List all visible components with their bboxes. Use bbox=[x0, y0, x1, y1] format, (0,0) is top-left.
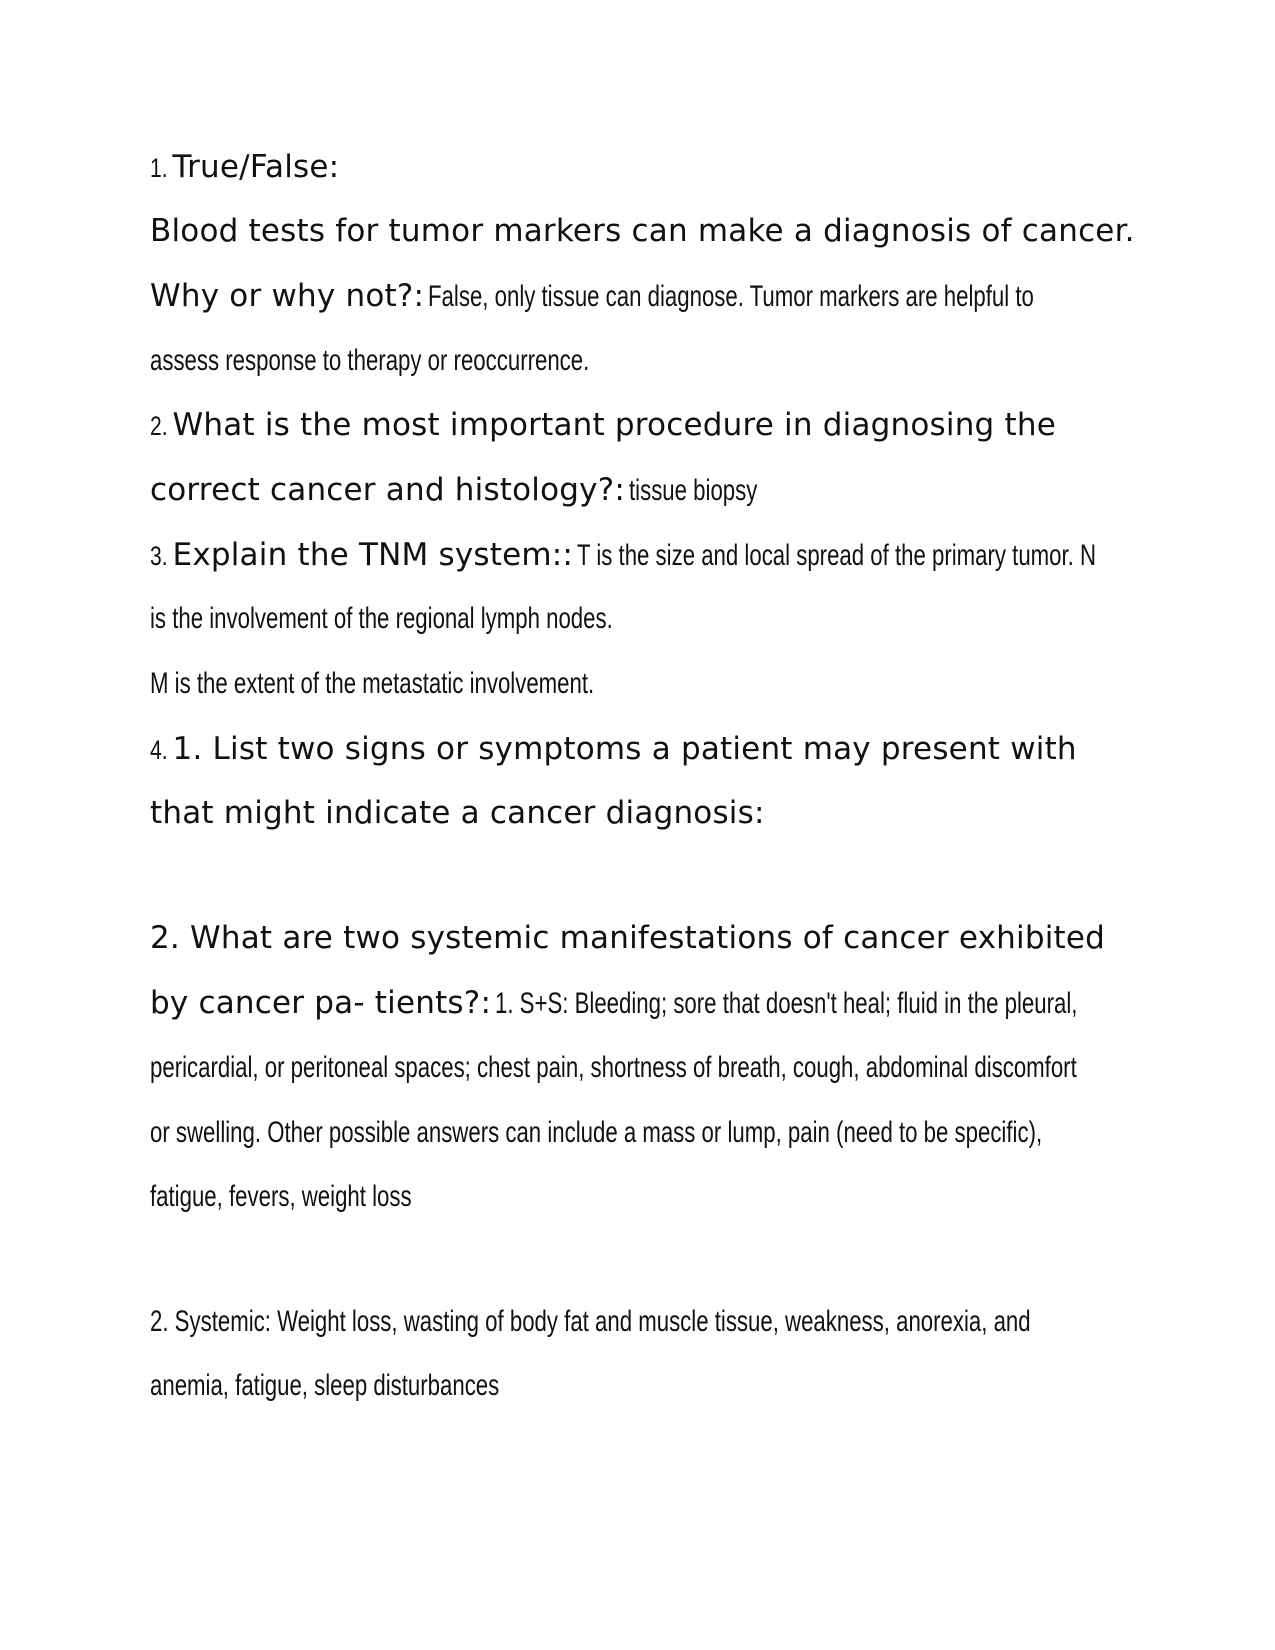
q4-sub1-part1: 1. List two signs or symptoms a patient may present with bbox=[172, 731, 1077, 767]
q4-sub2-line1 bbox=[150, 920, 1106, 956]
q4-sub1-line2 bbox=[150, 795, 765, 831]
q3-answer-part1: T is the size and local spread of the primary tumor. N bbox=[577, 539, 1097, 572]
q1-number: 1. bbox=[150, 153, 168, 183]
q2-question-part2: correct cancer and histology?: bbox=[150, 472, 626, 508]
q4-sub2-line2 bbox=[150, 985, 1275, 1021]
q1-prompt: Why or why not?: bbox=[150, 278, 425, 314]
q3-question-line bbox=[150, 537, 1275, 573]
q3-question: Explain the TNM system:: bbox=[172, 537, 574, 573]
q1-heading: True/False: bbox=[172, 149, 340, 185]
q4-answer1-part4: fatigue, fevers, weight loss bbox=[150, 1180, 412, 1213]
q4-answer2-line2 bbox=[150, 1371, 622, 1401]
q2-answer: tissue biopsy bbox=[629, 474, 758, 507]
q4-sub2-part1: 2. What are two systemic manifestations of cancer exhibited bbox=[150, 920, 1106, 956]
q4-sub1-line1 bbox=[150, 731, 1077, 767]
q1-statement-line bbox=[150, 213, 1135, 249]
q2-question-part1: What is the most important procedure in diagnosing the bbox=[172, 407, 1056, 443]
q1-prompt-line bbox=[150, 278, 1247, 314]
q3-answer-part2: is the involvement of the regional lymph nodes. bbox=[150, 602, 613, 635]
q3-answer-line3 bbox=[150, 669, 750, 699]
q4-answer2-line1 bbox=[150, 1307, 1275, 1337]
q4-answer2-part1: 2. Systemic: Weight loss, wasting of body fat and muscle tissue, weakness, anorexia, and bbox=[150, 1305, 1031, 1338]
q4-answer1-line4 bbox=[150, 1182, 504, 1212]
q4-answer2-part2: anemia, fatigue, sleep disturbances bbox=[150, 1369, 500, 1402]
q2-number: 2. bbox=[150, 411, 168, 441]
q4-number: 4. bbox=[150, 735, 168, 765]
q3-answer-line2 bbox=[150, 604, 775, 634]
q4-answer1-line2 bbox=[150, 1053, 1275, 1083]
q2-question-line1 bbox=[150, 407, 1056, 443]
q1-heading-line bbox=[150, 149, 340, 185]
q2-question-line2 bbox=[150, 472, 802, 508]
q4-answer1-part2: pericardial, or peritoneal spaces; chest pain, shortness of breath, cough, abdominal discomfort bbox=[150, 1051, 1077, 1084]
q4-sub2-part2: by cancer pa- tients?: bbox=[150, 985, 492, 1021]
q3-answer-part3: M is the extent of the metastatic involvement. bbox=[150, 667, 595, 700]
q1-answer-part2: assess response to therapy or reoccurrence. bbox=[150, 344, 590, 377]
q4-answer1-line3 bbox=[150, 1118, 1275, 1148]
q4-sub1-part2: that might indicate a cancer diagnosis: bbox=[150, 795, 765, 831]
q4-answer1-part1: 1. S+S: Bleeding; sore that doesn't heal; fluid in the pleural, bbox=[495, 987, 1078, 1020]
q1-answer-line2 bbox=[150, 346, 744, 376]
q4-answer1-part3: or swelling. Other possible answers can include a mass or lump, pain (need to be specific), bbox=[150, 1116, 1043, 1149]
q1-answer-part1: False, only tissue can diagnose. Tumor markers are helpful to bbox=[428, 280, 1035, 313]
q1-statement: Blood tests for tumor markers can make a diagnosis of cancer. bbox=[150, 213, 1135, 249]
q3-number: 3. bbox=[150, 541, 168, 571]
